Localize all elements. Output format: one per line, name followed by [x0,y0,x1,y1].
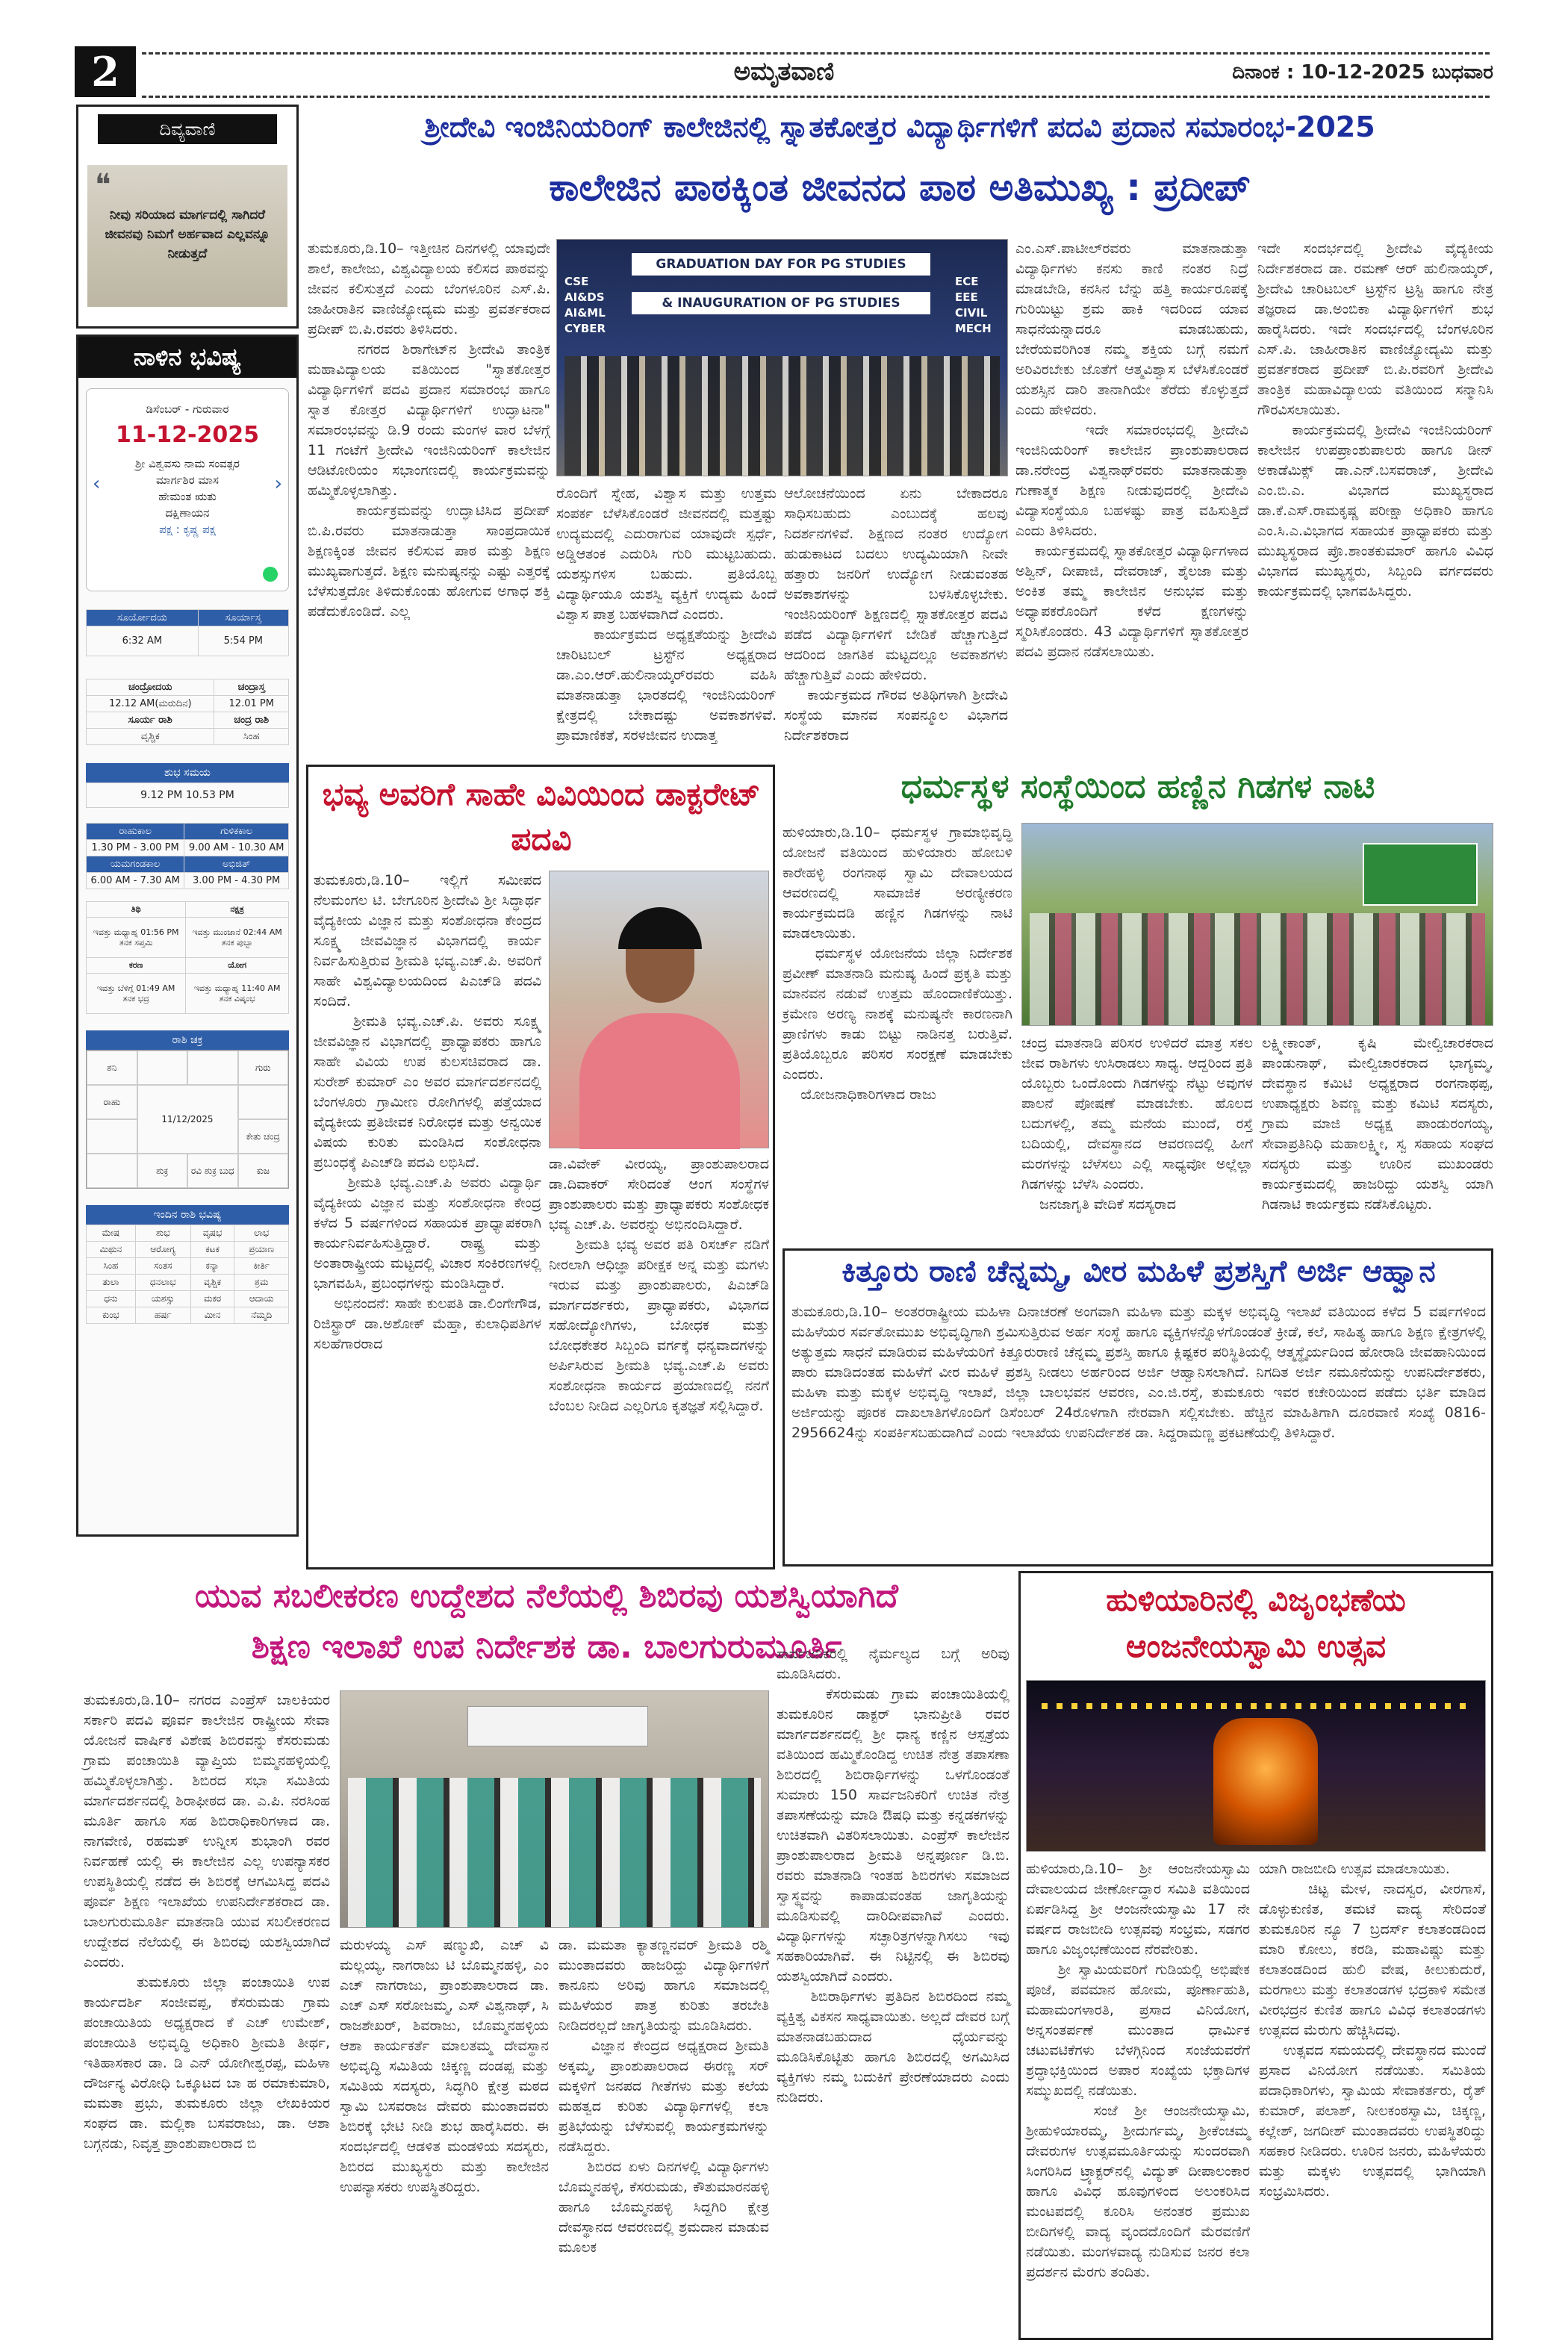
rashi-chart-grid [86,1050,289,1189]
story3-col1: ಹುಳಿಯಾರು,ಡಿ.10– ಧರ್ಮಸ್ಥಳ ಗ್ರಾಮಾಭಿವೃದ್ಧಿ ಯೋಜನೆ ವತಿಯಿಂದ ಹುಳಿಯಾರು ಹೋಬಳಿ ಕಾರೇಹಳ್ಳಿ ರಂಗನಾಥ ಸ್ವಾಮಿ ದೇವಾಲಯದ ಆವರಣದಲ್ಲಿ ಸಾಮಾಜಿಕ ಅರಣ್ಯೀಕರಣ ಕಾರ್ಯಕ್ರಮದಡಿ ಹಣ್ಣಿನ ಗಿಡಗಳನ್ನು ನಾಟಿ ಮಾಡಲಾಯಿತು. ಧರ್ಮಸ್ಥಳ ಯೋಜನೆಯ ಜಿಲ್ಲಾ ನಿರ್ದೇಶಕ ಪ್ರವೀಣ್ ಮಾತನಾಡಿ ಮನುಷ್ಯ ಹಿಂದೆ ಪ್ರಕೃತಿ ಮತ್ತು ಮಾನವನ ನಡುವೆ ಉತ್ತಮ ಹೊಂದಾಣಿಕೆಯಿತ್ತು. ಕ್ರಮೇಣ ಅರಣ್ಯ ನಾಶಕ್ಕೆ ಮನುಷ್ಯನೇ ಕಾರಣನಾಗಿ ಪ್ರಾಣಿಗಳು ಕಾಡು ಬಿಟ್ಟು ನಾಡಿನತ್ತ ಬರುತ್ತಿವೆ. ಪ್ರತಿಯೊಬ್ಬರೂ ಪರಿಸರ ಸಂರಕ್ಷಣೆ ಮಾಡಬೇಕು ಎಂದರು. ಯೋಜನಾಧಿಕಾರಿಗಳಾದ ರಾಜು [783,824,1012,1103]
banner-title: GRADUATION DAY FOR PG STUDIES [632,253,930,276]
story2-caption: ಡಾ.ವಿವೇಕ್ ವೀರಯ್ಯ, ಪ್ರಾಂಶುಪಾಲರಾದ ಡಾ.ದಿವಾಕರ್ ಸೇರಿದಂತೆ ಆಂಗ ಸಂಸ್ಥೆಗಳ ಪ್ರಾಂಶುಪಾಲರು ಮತ್ತು ಪ್ರಾಧ್ಯಾಪಕರು ಸಂಶೋಧಕ ಭವ್ಯ ಎಚ್.ಪಿ. ಅವರನ್ನು ಅಭಿನಂದಿಸಿದ್ದಾರೆ. ಶ್ರೀಮತಿ ಭವ್ಯ ಅವರ ಪತಿ ರಿಸರ್ಚ್ ನಡಿಗೆ ನೀರಲಾಗಿ ಆಧಿಜ್ಞಾ ಪರೀಕ್ಷಕ ಅನ್ನ ಮತ್ತು ಮಗಳು ಇರುವ ಮತ್ತು ಪ್ರಾಂಶುಪಾಲರು, ಪಿಎಚ್‌ಡಿ ಮಾರ್ಗದರ್ಶಕರು, ಪ್ರಾಧ್ಯಾಪಕರು, ವಿಭಾಗದ ಸಹೋದ್ಯೋಗಿಗಳು, ಬೋಧಕ ಮತ್ತು ಬೋಧಕೇತರ ಸಿಬ್ಬಂದಿ ವರ್ಗಕ್ಕೆ ಧನ್ಯವಾದಗಳನ್ನು ಅರ್ಪಿಸಿರುವ ಶ್ರೀಮತಿ ಭವ್ಯ.ಎಚ್.ಪಿ ಅವರು ಸಂಶೋಧನಾ ಕಾರ್ಯದ ಪ್ರಯಾಣದಲ್ಲಿ ನನಗೆ ಬೆಂಬಲ ನೀಡಿದ ಎಲ್ಲರಿಗೂ ಕೃತಜ್ಞತೆ ಸಲ್ಲಿಸಿದ್ದಾರೆ. [549,1156,769,1414]
rahu-label: ರಾಹುಕಾಲ [87,824,184,840]
yama-value: 6.00 AM - 7.30 AM [87,873,184,889]
calendar-ayana: ದಕ್ಷಿಣಾಯನ [165,506,210,520]
chart-cell: ಶನಿ [87,1051,137,1085]
rashi-forecast-table [86,1225,289,1324]
chart-cell: ಶುಕ್ರ [137,1154,188,1188]
calendar-masa: ಮಾರ್ಗಶಿರ ಮಾಸ [156,473,219,487]
nakshatra-value: ಇವತ್ತು ಮುಂಜಾನೆ 02:44 AM ತನಕ ಪುಬ್ಬಾ [186,918,289,958]
story4-headline: ಕಿತ್ತೂರು ರಾಣಿ ಚೆನ್ನಮ್ಮ, ವೀರ ಮಹಿಳೆ ಪ್ರಶಸ್ತಿಗೆ ಅರ್ಜಿ ಆಹ್ವಾನ [841,1254,1436,1289]
story6-col1: ಹುಳಿಯಾರು,ಡಿ.10– ಶ್ರೀ ಆಂಜನೇಯಸ್ವಾಮಿ ದೇವಾಲಯದ ಜೀರ್ಣೋದ್ಧಾರ ಸಮಿತಿ ವತಿಯಿಂದ ಏರ್ಪಡಿಸಿದ್ದ ಶ್ರೀ ಆಂಜನೇಯಸ್ವಾಮಿ 17 ನೇ ವರ್ಷದ ರಾಜಬೀದಿ ಉತ್ಸವವು ಸಂಭ್ರಮ, ಸಡಗರ ಹಾಗೂ ವಿಜೃಂಭಣೆಯಿಂದ ನೆರವೇರಿತು. ಶ್ರೀ ಸ್ವಾಮಿಯವರಿಗೆ ಗುಡಿಯಲ್ಲಿ ಅಭಿಷೇಕ ಪೂಜೆ, ಪವಮಾನ ಹೋಮ, ಪೂರ್ಣಾಹುತಿ, ಮಹಾಮಂಗಳಾರತಿ, ಪ್ರಸಾದ ವಿನಿಯೋಗ, ಅನ್ನಸಂತರ್ಪಣೆ ಮುಂತಾದ ಧಾರ್ಮಿಕ ಚಟುವಟಿಕೆಗಳು ಬೆಳಗ್ಗಿನಿಂದ ಸಂಜೆಯವರೆಗೆ ಶ್ರದ್ಧಾಭಕ್ತಿಯಿಂದ ಅಪಾರ ಸಂಖ್ಯೆಯ ಭಕ್ತಾದಿಗಳ ಸಮ್ಮುಖದಲ್ಲಿ ನಡೆಯಿತು. ಸಂಜೆ ಶ್ರೀ ಆಂಜನೇಯಸ್ವಾಮಿ, ಶ್ರೀಹುಳಿಯಾರಮ್ಮ, ಶ್ರೀದುರ್ಗಮ್ಮ, ಶ್ರೀಕೆಂಚಮ್ಮ ದೇವರುಗಳ ಉತ್ಸವಮೂರ್ತಿಯನ್ನು ಸುಂದರವಾಗಿ ಸಿಂಗರಿಸಿದ ಟ್ರ್ಯಾಕ್ಟರ್‌ನಲ್ಲಿ ವಿದ್ಯುತ್ ದೀಪಾಲಂಕಾರ ಹಾಗೂ ವಿವಿಧ ಹೂವುಗಳಿಂದ ಅಲಂಕರಿಸಿದ ಮಂಟಪದಲ್ಲಿ ಕೂರಿಸಿ ಅನಂತರ ಪ್ರಮುಖ ಬೀದಿಗಳಲ್ಲಿ ವಾದ್ಯ ವೃಂದದೊಂದಿಗೆ ಮೆರವಣಿಗೆ ನಡೆಯಿತು. ಮಂಗಳವಾದ್ಯ ನುಡಿಸುವ ಜನರ ಕಲಾ ಪ್ರದರ್ಶನ ಮೆರಗು ತಂದಿತು. [1026,1861,1250,2280]
portrait-hair [618,907,702,949]
divyavani-quote-card [87,165,287,307]
story6-photo [1026,1680,1486,1852]
chart-cell: ಗುರು [238,1051,289,1085]
story5-col4: ಸಾರ್ವಜನಿಕರಲ್ಲಿ ನೈರ್ಮಲ್ಯದ ಬಗ್ಗೆ ಅರಿವು ಮೂಡಿಸಿದರು. ಕೆಸರುಮಡು ಗ್ರಾಮ ಪಂಚಾಯಿತಿಯಲ್ಲಿ ತುಮಕೂರಿನ ಡಾಕ್ಟರ್ ಭಾನುಪ್ರೀತಿ ರವರ ಮಾರ್ಗದರ್ಶನದಲ್ಲಿ ಶ್ರೀ ಧಾನ್ಯ ಕಣ್ಣಿನ ಆಸ್ಪತ್ರೆಯ ವತಿಯಿಂದ ಹಮ್ಮಿಕೊಂಡಿದ್ದ ಉಚಿತ ನೇತ್ರ ತಪಾಸಣಾ ಶಿಬಿರದಲ್ಲಿ ಶಿಬಿರಾರ್ಥಿಗಳನ್ನು ಒಳಗೊಂಡಂತೆ ಸುಮಾರು 150 ಸಾರ್ವಜನಿಕರಿಗೆ ಉಚಿತ ನೇತ್ರ ತಪಾಸಣೆಯನ್ನು ಮಾಡಿ ಔಷಧಿ ಮತ್ತು ಕನ್ನಡಕಗಳನ್ನು ಉಚಿತವಾಗಿ ವಿತರಿಸಲಾಯಿತು. ಎಂಪ್ರೆಸ್ ಕಾಲೇಜಿನ ಪ್ರಾಂಶುಪಾಲರಾದ ಶ್ರೀಮತಿ ಅನ್ನಪೂರ್ಣ ಡಿ.ಬಿ. ರವರು ಮಾತನಾಡಿ ಇಂತಹ ಶಿಬಿರಗಳು ಸಮಾಜದ ಸ್ವಾಸ್ಥ್ಯವನ್ನು ಕಾಪಾಡುವಂತಹ ಜಾಗೃತಿಯನ್ನು ಮೂಡಿಸುವಲ್ಲಿ ದಾರಿದೀಪವಾಗಿವೆ ಎಂದರು. ವಿದ್ಯಾರ್ಥಿಗಳನ್ನು ಸಚ್ಛಾರಿತ್ರಗಳನ್ನಾಗಿಸಲು ಇವು ಸಹಕಾರಿಯಾಗಿವೆ. ಈ ನಿಟ್ಟಿನಲ್ಲಿ ಈ ಶಿಬಿರವು ಯಶಸ್ವಿಯಾಗಿದೆ ಎಂದರು. ಶಿಬಿರಾರ್ಥಿಗಳು ಪ್ರತಿದಿನ ಶಿಬಿರದಿಂದ ನಮ್ಮ ವ್ಯಕ್ತಿತ್ವ ವಿಕಸನ ಸಾಧ್ಯವಾಯಿತು. ಅಲ್ಲದೆ ದೇವರ ಬಗ್ಗೆ ಮಾತನಾಡಬಹುದಾದ ಧೈರ್ಯವನ್ನು ಮೂಡಿಸಿಕೊಟ್ಟಿತು ಹಾಗೂ ಶಿಬಿರದಲ್ಲಿ ಅಗಮಿಸಿದ ವ್ಯಕ್ತಿಗಳು ನಮ್ಮ ಬದುಕಿಗೆ ಪ್ರೇರಣೆಯಾದರು ಎಂದು ನುಡಿದರು. [777,1646,1009,2106]
moonrise-label: ಚಂದ್ರೋದಯ [87,679,214,696]
horoscope-panel [76,335,299,1537]
rashi-forecast-section [86,1205,289,1324]
sun-table [86,609,289,656]
story5-col3: ಡಾ. ಮಮತಾ ಕ್ಯಾತಣ್ಣನವರ್ ಶ್ರೀಮತಿ ರಶ್ಮಿ ಮುಂತಾದವರು ಹಾಜರಿದ್ದು ವಿದ್ಯಾರ್ಥಿಗಳಿಗೆ ಕಾನೂನು ಅರಿವು ಹಾಗೂ ಸಮಾಜದಲ್ಲಿ ಮಹಿಳೆಯರ ಪಾತ್ರ ಕುರಿತು ತರಬೇತಿ ನೀಡಿದರಲ್ಲದೆ ಜಾಗೃತಿಯನ್ನು ಮೂಡಿಸಿದರು. ವಿಜ್ಞಾನ ಕೇಂದ್ರದ ಅಧ್ಯಕ್ಷರಾದ ಶ್ರೀಮತಿ ಅಕ್ಕಮ್ಮ, ಪ್ರಾಂಶುಪಾಲರಾದ ಈರಣ್ಣ ಸರ್ ಮಕ್ಕಳಿಗೆ ಜನಪದ ಗೀತೆಗಳು ಮತ್ತು ಕಲೆಯ ಮಹತ್ವದ ಕುರಿತು ವಿದ್ಯಾರ್ಥಿಗಳಲ್ಲಿ ಕಲಾ ಪ್ರತಿಭೆಯನ್ನು ಬೆಳೆಸುವಲ್ಲಿ ಕಾರ್ಯಕ್ರಮಗಳನ್ನು ನಡೆಸಿದ್ದರು. ಶಿಬಿರದ ಏಳು ದಿನಗಳಲ್ಲಿ ವಿದ್ಯಾರ್ಥಿಗಳು ಬೊಮ್ಮನಹಳ್ಳಿ, ಕೆಸರುಮಡು, ಕೌತುಮಾರನಹಳ್ಳಿ ಹಾಗೂ ಬೊಮ್ಮನಹಳ್ಳಿ ಸಿದ್ದಗಿರಿ ಕ್ಷೇತ್ರ ದೇವಸ್ಥಾನದ ಆವರಣದಲ್ಲಿ ಶ್ರಮದಾನ ಮಾಡುವ ಮೂಲಕ [559,1937,769,2256]
shubha-value: 9.12 PM 10.53 PM [86,783,289,808]
rashi-chart-section [86,1030,289,1189]
calendar-month-day: ಡಿಸೆಂಬರ್ - ಗುರುವಾರ [146,402,229,416]
rashi-row: ತುಲಾ ಧನಲಾಭ ವೃಶ್ಚಿಕ ಶ್ರಮ [87,1275,289,1291]
panchanga-table [86,901,289,1014]
yoga-label: ಯೋಗ [186,958,289,974]
story1-col3: ಆಲೋಚನೆಯಿಂದ ಏನು ಬೇಕಾದರೂ ಸಾಧಿಸಬಹುದು ಎಂಬುದಕ್ಕೆ ಹಲವು ನಿದರ್ಶನಗಳಿವೆ. ಶಿಕ್ಷಣದ ನಂತರ ಉದ್ಯೋಗ ಹುಡುಕಾಟದ ಬದಲು ಉದ್ಯಮಿಯಾಗಿ ನೀವೇ ಹತ್ತಾರು ಜನರಿಗೆ ಉದ್ಯೋಗ ನೀಡುವಂತಹ ಅವಕಾಶಗಳನ್ನು ಬಳಸಿಕೊಳ್ಳಬೇಕು. ಇಂಜಿನಿಯರಿಂಗ್ ಶಿಕ್ಷಣದಲ್ಲಿ ಸ್ನಾತಕೋತ್ತರ ಪದವಿ ಪಡೆದ ವಿದ್ಯಾರ್ಥಿಗಳಿಗೆ ಬೇಡಿಕೆ ಹೆಚ್ಚಾಗುತ್ತಿದೆ ಆದರಿಂದ ಜಾಗತಿಕ ಮಟ್ಟದಲ್ಲೂ ಅವಕಾಶಗಳು ಹೆಚ್ಚಾಗುತ್ತಿವೆ ಎಂದು ಹೇಳಿದರು. ಕಾರ್ಯಕ್ರಮದ ಗೌರವ ಅತಿಥಿಗಳಾಗಿ ಶ್ರೀದೇವಿ ಸಂಸ್ಥೆಯ ಮಾನವ ಸಂಪನ್ಮೂಲ ವಿಭಾಗದ ನಿರ್ದೇಶಕರಾದ [784,485,1008,744]
chart-cell: ರವಿ ಶುಕ್ರ ಬುಧ [187,1154,238,1188]
gulika-value: 9.00 AM - 10.30 AM [184,840,289,856]
rashi-row: ಧನು ಯಶಸ್ಸು ಮಕರ ಆದಾಯ [87,1291,289,1307]
divyavani-title: ದಿವ್ಯವಾಣಿ [98,114,277,144]
sunrise-label: ಸೂರ್ಯೋದಯ [87,610,199,626]
chart-cell [187,1051,238,1085]
calendar-card [86,388,289,591]
gulika-label: ಗುಳಿಕಕಾಲ [184,824,289,840]
story1-photo [556,239,1008,476]
header-bottom-rule [142,96,1490,98]
moonset-label: ಚಂದ್ರಾಸ್ತ [214,679,289,696]
divyavani-box [76,105,299,329]
panchanga-section [86,901,289,1014]
page-number-box [75,46,136,97]
tithi-label: ತಿಥಿ [87,902,186,918]
story5-headline-line2: ಶಿಕ್ಷಣ ಇಲಾಖೆ ಉಪ ನಿರ್ದೇಶಕ ಡಾ. ಬಾಲಗುರುಮೂರ್ತಿ [251,1628,842,1666]
rahu-value: 1.30 PM - 3.00 PM [87,840,184,856]
moonrise-value: 12.12 AM(ಮರುದಿನ) [87,696,214,712]
story5-headline-line1: ಯುವ ಸಬಲೀಕರಣ ಉದ್ದೇಶದ ನೆಲೆಯಲ್ಲಿ ಶಿಬಿರವು ಯಶಸ್ವಿಯಾಗಿದೆ [195,1577,898,1615]
quote-icon: ❝ [95,168,111,202]
portrait-body [579,1013,740,1149]
story2-headline: ಭವ್ಯ ಅವರಿಗೆ ಸಾಹೇ ವಿವಿಯಿಂದ ಡಾಕ್ಟರೇಟ್ ಪದವಿ [322,776,761,857]
sun-sign-label: ಸೂರ್ಯ ರಾಶಿ [87,712,214,729]
divyavani-quote: ನೀವು ಸರಿಯಾದ ಮಾರ್ಗದಲ್ಲಿ ಸಾಗಿದರೆ ಜೀವನವು ನಿಮಗೆ ಅರ್ಹವಾದ ಎಲ್ಲವನ್ನೂ ನೀಡುತ್ತದೆ [105,208,270,261]
story5-col2: ಮರುಳಯ್ಯ ಎಸ್ ಷಣ್ಮುಖಿ, ಎಚ್ ವಿ ಮಲ್ಲಯ್ಯ, ನಾಗರಾಜು ಟಿ ಬೊಮ್ಮನಹಳ್ಳಿ, ಎಂ ಎಚ್ ನಾಗರಾಜು, ಪ್ರಾಂಶುಪಾಲರಾದ ಡಾ. ಎಚ್ ಎಸ್ ಸರೋಜಮ್ಮ, ಎಸ್ ವಿಶ್ವನಾಥ್, ಸಿ ರಾಜಶೇಖರ್, ಶಿವರಾಜು, ಬೊಮ್ಮನಹಳ್ಳಿಯ ಆಶಾ ಕಾರ್ಯಕರ್ತೆ ಮಾಲತಮ್ಮ ದೇವಸ್ಥಾನ ಅಭಿವೃದ್ಧಿ ಸಮಿತಿಯ ಚಿಕ್ಕಣ್ಣ ದಂಡಪ್ಪ ಮತ್ತು ಸಮಿತಿಯ ಸದಸ್ಯರು, ಸಿದ್ಧಗಿರಿ ಕ್ಷೇತ್ರ ಮಠದ ಸ್ವಾಮಿ ಬಸವರಾಜ ದೇವರು ಮುಂತಾದವರು ಶಿಬಿರಕ್ಕೆ ಭೇಟಿ ನೀಡಿ ಶುಭ ಹಾರೈಸಿದರು. ಈ ಸಂದರ್ಭದಲ್ಲಿ ಆಡಳಿತ ಮಂಡಳಿಯ ಸದಸ್ಯರು, ಶಿಬಿರದ ಮುಖ್ಯಸ್ಥರು ಮತ್ತು ಕಾಲೇಜಿನ ಉಪನ್ಯಾಸಕರು ಉಪಸ್ಥಿತರಿದ್ದರು. [340,1937,554,2195]
story3-photo [1021,823,1493,1026]
banner-right-text: ECE EEE CIVIL MECH [955,275,992,335]
story3-col3: ಲಕ್ಷ್ಮೀಕಾಂತ್, ಕೃಷಿ ಮೇಲ್ವಿಚಾರಕರಾದ ಪಾಂಡುನಾಥ್, ಮೇಲ್ವಿಚಾರಕರಾದ ಭಾಗ್ಯಮ್ಮ, ದೇವಸ್ಥಾನ ಕಮಿಟಿ ಅಧ್ಯಕ್ಷರಾದ ರಂಗನಾಥಪ್ಪ, ಉಪಾಧ್ಯಕ್ಷರು ಶಿವಣ್ಣ ಮತ್ತು ಕಮಿಟಿ ಸದಸ್ಯರು, ಗ್ರಾಮ ಮಾಜಿ ಅಧ್ಯಕ್ಷ ಪಾಂಡುರಂಗಯ್ಯ, ಸೇವಾಪ್ರತಿನಿಧಿ ಮಹಾಲಕ್ಷ್ಮೀ, ಸ್ವ ಸಹಾಯ ಸಂಘದ ಸದಸ್ಯರು ಮತ್ತು ಊರಿನ ಮುಖಂಡರು ಕಾರ್ಯಕ್ರಮದಲ್ಲಿ ಹಾಜರಿದ್ದು ಯಶಸ್ವಿ ಯಾಗಿ ಗಿಡನಾಟಿ ಕಾರ್ಯಕ್ರಮ ನಡೆಸಿಕೊಟ್ಟರು. [1262,1035,1499,1213]
moon-sign-value: ಸಿಂಹ [214,729,289,745]
page-number: 2 [91,48,119,96]
tithi-value: ಇವತ್ತು ಮಧ್ಯಾಹ್ನ 01:56 PM ತನಕ ಸಪ್ತಮಿ [87,918,186,958]
shubha-section [86,763,289,808]
sunrise-value: 6:32 AM [87,626,199,656]
story6-col2: ಯಾಗಿ ರಾಜಬೀದಿ ಉತ್ಸವ ಮಾಡಲಾಯಿತು. ಚಿಟ್ಟ ಮೇಳ, ನಾದಸ್ವರ, ವೀರಗಾಸೆ, ಡೊಳ್ಳುಕುಣಿತ, ತಮಟೆ ವಾದ್ಯ ಸೇರಿದಂತೆ ತುಮಕೂರಿನ ನ್ಯೂ 7 ಬ್ರದರ್ಸ್ ಕಲಾತಂಡದಿಂದ ಮಾರಿ ಕೋಲು, ಕರಡಿ, ಮಹಾವಿಷ್ಣು ಮತ್ತು ಕಲಾತಂಡದಿಂದ ಹುಲಿ ವೇಷ, ಕೀಲುಕುದುರೆ, ಮರಗಾಲು ಮತ್ತು ಕಲಾತಂಡಗಳ ಭದ್ರಕಾಳಿ ಸಮೇತ ವೀರಭದ್ರನ ಕುಣಿತ ಹಾಗೂ ವಿವಿಧ ಕಲಾತಂಡಗಳು ಉತ್ಸವದ ಮೆರುಗು ಹೆಚ್ಚಿಸಿದವು. ಉತ್ಸವದ ಸಮಯದಲ್ಲಿ ದೇವಸ್ಥಾನದ ಮುಂದೆ ಪ್ರಸಾದ ವಿನಿಯೋಗ ನಡೆಯಿತು. ಸಮಿತಿಯ ಪದಾಧಿಕಾರಿಗಳು, ಸ್ವಾಮಿಯ ಸೇವಾಕರ್ತರು, ರೈತ್ ಕುಮಾರ್, ಪಲಾಶ್, ನೀಲಕಂಠಸ್ವಾಮಿ, ಚಿಕ್ಕಣ್ಣ, ಕಲ್ಲೇಶ್, ಜಗದೀಶ್ ಮುಂತಾದವರು ಉಪಸ್ಥಿತರಿದ್ದು ಸಹಕಾರ ನೀಡಿದರು. ಊರಿನ ಜನರು, ಮಹಿಳೆಯರು ಮತ್ತು ಮಕ್ಕಳು ಉತ್ಸವದಲ್ಲಿ ಭಾಗಿಯಾಗಿ ಸಂಭ್ರಮಿಸಿದರು. [1259,1861,1486,2200]
chart-cell: ಕೇತು ಚಂದ್ರ [238,1119,289,1154]
karana-value: ಇವತ್ತು ಬೆಳಿಗ್ಗೆ 01:49 AM ತನಕ ಭದ್ರ [87,974,186,1014]
story1-col4: ಎಂ.ಎಸ್.ಪಾಟೀಲ್‌ರವರು ಮಾತನಾಡುತ್ತಾ ವಿದ್ಯಾರ್ಥಿಗಳು ಕನಸು ಕಾಣಿ ನಂತರ ನಿದ್ರೆ ಮಾಡಬೇಡಿ, ಕನಸಿನ ಬೆನ್ನು ಹತ್ತಿ ಕಾರ್ಯರೂಪಕ್ಕೆ ಗುರಿಯಿಟ್ಟು ಶ್ರಮ ಹಾಕಿ ಇದರಿಂದ ಯಾವ ಸಾಧನೆಯನ್ನಾದರೂ ಮಾಡಬಹುದು, ಬೇರೆಯವರಿಗಿಂತ ನಮ್ಮ ಶಕ್ತಿಯ ಬಗ್ಗೆ ನಮಗೆ ಅರಿವಿರಬೇಕು ಜೊತೆಗೆ ಆತ್ಮವಿಶ್ವಾಸ ಬೆಳೆಸಿಕೊಂಡರೆ ಯಶಸ್ಸಿನ ದಾರಿ ತಾನಾಗಿಯೇ ತೆರೆದು ಕೊಳ್ಳುತ್ತದೆ ಎಂದು ಹೇಳಿದರು. ಇದೇ ಸಮಾರಂಭದಲ್ಲಿ ಶ್ರೀದೇವಿ ಇಂಜಿನಿಯರಿಂಗ್ ಕಾಲೇಜಿನ ಪ್ರಾಂಶುಪಾಲರಾದ ಡಾ.ನರೇಂದ್ರ ವಿಶ್ವನಾಥ್‌ರವರು ಮಾತನಾಡುತ್ತಾ ಗುಣಾತ್ಮಕ ಶಿಕ್ಷಣ ನೀಡುವುದರಲ್ಲಿ ಶ್ರೀದೇವಿ ವಿದ್ಯಾಸಂಸ್ಥೆಯೂ ಬಹಳಷ್ಟು ಪಾತ್ರ ವಹಿಸುತ್ತಿದೆ ಎಂದು ತಿಳಿಸಿದರು. ಕಾರ್ಯಕ್ರಮದಲ್ಲಿ ಸ್ನಾತಕೋತ್ತರ ವಿದ್ಯಾರ್ಥಿಗಳಾದ ಅಶ್ವಿನ್, ದೀಪಾಜಿ, ದೇವರಾಜ್, ಶೈಲಜಾ ಮತ್ತು ಅಂಕಿತ ತಮ್ಮ ಕಾಲೇಜಿನ ಅನುಭವ ಮತ್ತು ಅಧ್ಯಾಪಕರೊಂದಿಗೆ ಕಳೆದ ಕ್ಷಣಗಳನ್ನು ಸ್ಮರಿಸಿಕೊಂಡರು. 43 ವಿದ್ಯಾರ್ಥಿಗಳಿಗೆ ಸ್ನಾತಕೋತ್ತರ ಪದವಿ ಪ್ರದಾನ ನಡೆಸಲಾಯಿತು. [1015,240,1248,660]
horoscope-title: ನಾಳಿನ ಭವಿಷ್ಯ [78,337,296,378]
rashi-row: ಸಿಂಹ ಸಂತಸ ಕನ್ಯಾ ಕೀರ್ತಿ [87,1258,289,1275]
yoga-value: ಇವತ್ತು ಮಧ್ಯಾಹ್ನ 11:40 AM ತನಕ ವಿಷ್ಕಂಭ [186,974,289,1014]
story5-col1: ತುಮಕೂರು,ಡಿ.10– ನಗರದ ಎಂಪ್ರೆಸ್ ಬಾಲಕಿಯರ ಸರ್ಕಾರಿ ಪದವಿ ಪೂರ್ವ ಕಾಲೇಜಿನ ರಾಷ್ಟ್ರೀಯ ಸೇವಾ ಯೋಜನೆ ವಾರ್ಷಿಕ ವಿಶೇಷ ಶಿಬಿರವನ್ನು ಕೆಸರುಮಡು ಗ್ರಾಮ ಪಂಚಾಯಿತಿ ವ್ಯಾಪ್ತಿಯ ಬಿಮ್ಮನಹಳ್ಳಿಯಲ್ಲಿ ಹಮ್ಮಿಕೊಳ್ಳಲಾಗಿತ್ತು. ಶಿಬಿರದ ಸಭಾ ಸಮಿತಿಯ ಮಾರ್ಗದರ್ಶನದಲ್ಲಿ ಶಿರಾಫೀಠದ ಡಾ. ಎ.ಪಿ. ನರಸಿಂಹ ಮೂರ್ತಿ ಹಾಗೂ ಸಹ ಶಿಬಿರಾಧಿಕಾರಿಗಳಾದ ಡಾ. ನಾಗವೇಣಿ, ರಹಮತ್ ಉನ್ನೀಸ ಶುಭಾಂಗಿ ರವರ ನಿರ್ವಹಣೆ ಯಲ್ಲಿ ಈ ಕಾಲೇಜಿನ ಎಲ್ಲ ಉಪನ್ಯಾಸಕರ ಉಪಸ್ಥಿತಿಯಲ್ಲಿ ನಡೆದ ಈ ಶಿಬಿರಕ್ಕೆ ಆಗಮಿಸಿದ್ದ ಪದವಿ ಪೂರ್ವ ಶಿಕ್ಷಣ ಇಲಾಖೆಯ ಉಪನಿರ್ದೇಶಕರಾದ ಡಾ. ಬಾಲಗುರುಮೂರ್ತಿ ಮಾತನಾಡಿ ಯುವ ಸಬಲೀಕರಣದ ಉದ್ದೇಶದ ನೆಲೆಯಲ್ಲಿ ಈ ಶಿಬಿರವು ಯಶಸ್ವಿಯಾಗಿದೆ ಎಂದರು. ತುಮಕೂರು ಜಿಲ್ಲಾ ಪಂಚಾಯಿತಿ ಉಪ ಕಾರ್ಯದರ್ಶಿ ಸಂಜೀವಪ್ಪ, ಕೆಸರುಮಡು ಗ್ರಾಮ ಪಂಚಾಯಿತಿಯ ಅಧ್ಯಕ್ಷರಾದ ಕೆ ಎಚ್ ಉಮೇಶ್, ಪಂಚಾಯಿತಿ ಅಭಿವೃದ್ಧಿ ಅಧಿಕಾರಿ ಶ್ರೀಮತಿ ತೀರ್ಥ, ಇತಿಹಾಸಕಾರ ಡಾ. ಡಿ ಎನ್ ಯೋಗೀಶ್ವರಪ್ಪ, ಮಹಿಳಾ ದೌರ್ಜನ್ಯ ವಿರೋಧಿ ಒಕ್ಕೂಟದ ಬಾ ಹ ರಮಾಕುಮಾರಿ, ಮಮತಾ ಪ್ರಭು, ತುಮಕೂರು ಜಿಲ್ಲಾ ಲೇಖಕಿಯರ ಸಂಘದ ಡಾ. ಮಲ್ಲಿಕಾ ಬಸವರಾಜು, ಡಾ. ಆಶಾ ಬಗ್ಗನಡು, ನಿವೃತ್ತ ಪ್ರಾಂಶುಪಾಲರಾದ ಬಿ [84,1692,330,2152]
rashi-chart-title: ರಾಶಿ ಚಕ್ರ [86,1030,289,1050]
story6-headline-line2: ಆಂಜನೇಯಸ್ವಾಮಿ ಉತ್ಸವ [1125,1628,1387,1664]
header-top-rule [142,52,1490,55]
chart-cell [87,1154,137,1188]
moon-table [86,679,289,745]
chart-cell [238,1085,289,1119]
story6-headline-line1: ಹುಳಿಯಾರಿನಲ್ಲಿ ವಿಜೃಂಭಣೆಯ [1106,1581,1406,1618]
group-people [1030,913,1485,1025]
chart-cell [87,1119,137,1154]
whatsapp-icon[interactable] [263,567,278,582]
kala-section [86,823,289,889]
chart-cell: ಕುಜ [238,1154,289,1188]
moon-section [86,679,289,745]
group-students [348,1778,761,1927]
rashi-row: ಮಿಥುನ ಆರೋಗ್ಯ ಕಟಕ ಪ್ರಯಾಣ [87,1242,289,1258]
shubha-label: ಶುಭ ಸಮಯ [86,763,289,783]
banner-subtitle: & INAUGURATION OF PG STUDIES [632,292,930,314]
story1-headline: ಕಾಲೇಜಿನ ಪಾಠಕ್ಕಿಂತ ಜೀವನದ ಪಾಠ ಅತಿಮುಖ್ಯ : ಪ್ರದೀಪ್ [549,166,1251,209]
story2-col1: ತುಮಕೂರು,ಡಿ.10– ಇಲ್ಲಿಗೆ ಸಮೀಪದ ನೆಲಮಂಗಲ ಟಿ. ಬೇಗೂರಿನ ಶ್ರೀದೇವಿ ಶ್ರೀ ಸಿದ್ಧಾರ್ಥ ವೈದ್ಯಕೀಯ ವಿಜ್ಞಾನ ಮತ್ತು ಸಂಶೋಧನಾ ಕೇಂದ್ರದ ಸೂಕ್ಷ್ಮ ಜೀವವಿಜ್ಞಾನ ವಿಭಾಗದಲ್ಲಿ ಕಾರ್ಯ ನಿರ್ವಹಿಸುತ್ತಿರುವ ಶ್ರೀಮತಿ ಭವ್ಯ.ಎಚ್.ಪಿ. ಅವರಿಗೆ ಸಾಹೇ ವಿಶ್ವವಿದ್ಯಾಲಯದಿಂದ ಪಿಎಚ್‌ಡಿ ಪದವಿ ಸಂದಿದೆ. ಶ್ರೀಮತಿ ಭವ್ಯ.ಎಚ್.ಪಿ. ಅವರು ಸೂಕ್ಷ್ಮ ಜೀವವಿಜ್ಞಾನ ವಿಭಾಗದಲ್ಲಿ ಪ್ರಾಧ್ಯಾಪಕರು ಹಾಗೂ ಸಾಹೇ ವಿವಿಯ ಉಪ ಕುಲಸಚಿವರಾದ ಡಾ. ಸುರೇಶ್ ಕುಮಾರ್ ಎಂ ಅವರ ಮಾರ್ಗದರ್ಶನದಲ್ಲಿ ಬೆಂಗಳೂರು ಗ್ರಾಮೀಣ ರೋಗಿಗಳಲ್ಲಿ ಪತ್ತೆಯಾದ ವೈದ್ಯಕೀಯ ಪ್ರತಿಜೀವಕ ನಿರೋಧಕ ಮತ್ತು ಅನ್ವಯಿಕ ವಿಷಯ ಕುರಿತು ಮಂಡಿಸಿದ ಸಂಶೋಧನಾ ಪ್ರಬಂಧಕ್ಕೆ ಪಿಎಚ್‌ಡಿ ಪದವಿ ಲಭಿಸಿದೆ. ಶ್ರೀಮತಿ ಭವ್ಯ.ಎಚ್.ಪಿ ಅವರು ವಿದ್ಯಾರ್ಥಿ ವೈದ್ಯಕೀಯ ವಿಜ್ಞಾನ ಮತ್ತು ಸಂಶೋಧನಾ ಕೇಂದ್ರ ಕಳೆದ 5 ವರ್ಷಗಳಿಂದ ಸಹಾಯಕ ಪ್ರಾಧ್ಯಾಪಕರಾಗಿ ಕಾರ್ಯನಿರ್ವಹಿಸುತ್ತಿದ್ದಾರೆ. ರಾಷ್ಟ್ರ ಮತ್ತು ಅಂತಾರಾಷ್ಟ್ರೀಯ ಮಟ್ಟದಲ್ಲಿ ವಿಚಾರ ಸಂಕಿರಣಗಳಲ್ಲಿ ಭಾಗವಹಿಸಿ, ಪ್ರಬಂಧಗಳನ್ನು ಮಂಡಿಸಿದ್ದಾರೆ. ಅಭಿನಂದನೆ: ಸಾಹೇ ಕುಲಪತಿ ಡಾ.ಲಿಂಗೇಗೌಡ, ರಿಜಿಸ್ಟ್ರಾರ್ ಡಾ.ಅಶೋಕ್ ಮೆಹ್ತಾ, ಕುಲಾಧಿಪತಿಗಳ ಸಲಹೆಗಾರರಾದ [314,872,541,1352]
deity-float [1213,1718,1318,1845]
banner-green [1363,843,1478,906]
karana-label: ಕರಣ [87,958,186,974]
calendar-paksha: ಪಕ್ಷ : ಕೃಷ್ಣ ಪಕ್ಷ [159,523,216,536]
calendar-ritu: ಹೇಮಂತ ಋತು [158,490,217,503]
sun-sign-value: ವೃಶ್ಚಿಕ [87,729,214,745]
story1-kicker: ಶ್ರೀದೇವಿ ಇಂಜಿನಿಯರಿಂಗ್ ಕಾಲೇಜಿನಲ್ಲಿ ಸ್ನಾತಕೋತ್ತರ ವಿದ್ಯಾರ್ಥಿಗಳಿಗೆ ಪದವಿ ಪ್ರದಾನ ಸಮಾರಂಭ-2025 [424,111,1375,143]
calendar-date: 11-12-2025 [116,422,259,448]
chart-center-date: 11/12/2025 [137,1085,238,1154]
chevron-right-icon[interactable]: › [274,473,282,495]
rashi-row: ಕುಂಭ ಹರ್ಷ ಮೀನ ನೆಮ್ಮದಿ [87,1307,289,1324]
sunset-label: ಸೂರ್ಯಾಸ್ತ [198,610,288,626]
chart-cell: ರಾಹು [87,1085,137,1119]
story1-col5: ಇದೇ ಸಂದರ್ಭದಲ್ಲಿ ಶ್ರೀದೇವಿ ವೈದ್ಯಕೀಯ ನಿರ್ದೇಶಕರಾದ ಡಾ. ರಮಣ್ ಆರ್ ಹುಲಿನಾಯ್ಕರ್, ಶ್ರೀದೇವಿ ಚಾರಿಟಬಲ್ ಟ್ರಸ್ಟ್‌ನ ಟ್ರಸ್ಟಿ ಹಾಗೂ ನೇತ್ರ ತಜ್ಞರಾದ ಡಾ.ಅಂಬಿಕಾ ವಿದ್ಯಾರ್ಥಿಗಳಿಗೆ ಶುಭ ಹಾರೈಸಿದರು. ಇದೇ ಸಂದರ್ಭದಲ್ಲಿ ಬೆಂಗಳೂರಿನ ಎಸ್.ಪಿ. ಜಾಹೀರಾತಿನ ವಾಣಿಜ್ಯೋದ್ಯಮಿ ಮತ್ತು ಪ್ರವರ್ತಕರಾದ ಪ್ರದೀಪ್ ಬಿ.ಪಿ.ರವರಿಗೆ ಶ್ರೀದೇವಿ ತಾಂತ್ರಿಕ ಮಹಾವಿದ್ಯಾಲಯ ವತಿಯಿಂದ ಸನ್ಮಾನಿಸಿ ಗೌರವಿಸಲಾಯಿತು. ಕಾರ್ಯಕ್ರಮದಲ್ಲಿ ಶ್ರೀದೇವಿ ಇಂಜಿನಿಯರಿಂಗ್ ಕಾಲೇಜಿನ ಉಪಪ್ರಾಂಶುಪಾಲರು ಹಾಗೂ ಡೀನ್ ಅಕಾಡೆಮಿಕ್ಸ್ ಡಾ.ಎನ್.ಬಸವರಾಜ್, ಶ್ರೀದೇವಿ ಎಂ.ಬಿ.ಎ. ವಿಭಾಗದ ಮುಖ್ಯಸ್ಥರಾದ ಡಾ.ಕೆ.ಎಸ್.ರಾಮಕೃಷ್ಣ ಪರೀಕ್ಷಾ ಅಧಿಕಾರಿ ಹಾಗೂ ಎಂ.ಸಿ.ಎ.ವಿಭಾಗದ ಸಹಾಯಕ ಪ್ರಾಧ್ಯಾಪಕರು ಮತ್ತು ಮುಖ್ಯಸ್ಥರಾದ ಪ್ರೊ.ಶಾಂತಕುಮಾರ್ ಹಾಗೂ ವಿವಿಧ ವಿಭಾಗದ ಮುಖ್ಯಸ್ಥರು, ಸಿಬ್ಬಂದಿ ವರ್ಗದವರು ಕಾರ್ಯಕ್ರಮದಲ್ಲಿ ಭಾಗವಹಿಸಿದ್ದರು. [1257,240,1493,600]
abhijit-value: 3.00 PM - 4.30 PM [184,873,289,889]
banner-white [467,1706,648,1746]
date-line: ದಿನಾಂಕ : 10-12-2025 ಬುಧವಾರ [1232,61,1493,84]
abhijit-label: ಅಭಿಜಿತ್ [184,856,289,873]
masthead: ಅಮೃತವಾಣಿ [733,57,835,87]
group-people [564,356,1000,476]
sun-section [86,609,289,656]
nakshatra-label: ನಕ್ಷತ್ರ [186,902,289,918]
moonset-value: 12.01 PM [214,696,289,712]
festival-lights [1042,1703,1470,1709]
moon-sign-label: ಚಂದ್ರ ರಾಶಿ [214,712,289,729]
story2-portrait [549,871,769,1148]
calendar-samvatsara: ಶ್ರೀ ವಿಶ್ವವಸು ನಾಮ ಸಂವತ್ಸರ [135,457,240,470]
story5-photo [340,1690,769,1928]
rashi-row: ಮೇಷ ಶುಭ ವೃಷಭ ಲಾಭ [87,1225,289,1242]
chevron-left-icon[interactable]: ‹ [93,473,101,495]
banner-left-text: CSE AI&DS AI&ML CYBER [564,275,606,335]
sunset-value: 5:54 PM [198,626,288,656]
story1-col1: ತುಮಕೂರು,ಡಿ.10– ಇತ್ತೀಚಿನ ದಿನಗಳಲ್ಲಿ ಯಾವುದೇ ಶಾಲೆ, ಕಾಲೇಜು, ವಿಶ್ವವಿದ್ಯಾಲಯ ಕಲಿಸದ ಪಾಠವನ್ನು ಜೀವನ ಕಲಿಸುತ್ತದೆ ಎಂದು ಬೆಂಗಳೂರಿನ ಎಸ್.ಪಿ. ಜಾಹೀರಾತಿನ ವಾಣಿಜ್ಯೋದ್ಯಮ ಮತ್ತು ಪ್ರವರ್ತಕರಾದ ಪ್ರದೀಪ್ ಬಿ.ಪಿ.ರವರು ತಿಳಿಸಿದರು. ನಗರದ ಶಿರಾಗೇಟ್‌ನ ಶ್ರೀದೇವಿ ತಾಂತ್ರಿಕ ಮಹಾವಿದ್ಯಾಲಯ ವತಿಯಿಂದ "ಸ್ನಾತಕೋತ್ತರ ವಿದ್ಯಾರ್ಥಿಗಳಿಗೆ ಪದವಿ ಪ್ರದಾನ ಸಮಾರಂಭ ಹಾಗೂ ಸ್ನಾತ ಕೋತ್ತರ ವಿದ್ಯಾರ್ಥಿಗಳಿಗೆ ಉದ್ಘಾಟನಾ" ಸಮಾರಂಭವನ್ನು ಡಿ.9 ರಂದು ಮಂಗಳ ವಾರ ಬೆಳಗ್ಗೆ 11 ಗಂಟೆಗೆ ಶ್ರೀದೇವಿ ಇಂಜಿನಿಯರಿಂಗ್ ಕಾಲೇಜಿನ ಆಡಿಟೋರಿಯಂ ಸಭಾಂಗಣದಲ್ಲಿ ಕಾರ್ಯಕ್ರಮವನ್ನು ಹಮ್ಮಿಕೊಳ್ಳಲಾಗಿತ್ತು. ಕಾರ್ಯಕ್ರಮವನ್ನು ಉದ್ಘಾಟಿಸಿದ ಪ್ರದೀಪ್ ಬಿ.ಪಿ.ರವರು ಮಾತನಾಡುತ್ತಾ ಸಾಂಪ್ರದಾಯಿಕ ಶಿಕ್ಷಣಕ್ಕಿಂತ ಜೀವನ ಕಲಿಸುವ ಪಾಠ ಮತ್ತು ಶಿಕ್ಷಣ ಮುಖ್ಯವಾಗುತ್ತದೆ. ಶಿಕ್ಷಣ ಮನುಷ್ಯನನ್ನು ಎಷ್ಟು ಎತ್ತರಕ್ಕೆ ಬೆಳೆಸುತ್ತದೋ ತಿಳಿದುಕೊಂಡು ಹೋಗುವ ಅಗಾಧ ಶಕ್ತಿ ಪಡೆದುಕೊಂಡಿದೆ. ಎಲ್ಲ [308,240,550,620]
rashi-forecast-title: ಇಂದಿನ ರಾಶಿ ಭವಿಷ್ಯ [86,1205,289,1225]
story3-col2: ಚಂದ್ರ ಮಾತನಾಡಿ ಪರಿಸರ ಉಳಿದರೆ ಮಾತ್ರ ಸಕಲ ಜೀವ ರಾಶಿಗಳು ಉಸಿರಾಡಲು ಸಾಧ್ಯ. ಆದ್ದರಿಂದ ಪ್ರತಿ ಯೊಬ್ಬರು ಒಂದೊಂದು ಗಿಡಗಳನ್ನು ನೆಟ್ಟು ಅವುಗಳ ಪಾಲನೆ ಪೋಷಣೆ ಮಾಡಬೇಕು. ಹೊಲದ ಬದುಗಳಲ್ಲಿ, ತಮ್ಮ ಮನೆಯ ಮುಂದೆ, ರಸ್ತೆ ಬದಿಯಲ್ಲಿ, ದೇವಸ್ಥಾನದ ಆವರಣದಲ್ಲಿ ಹೀಗೆ ಮರಗಳನ್ನು ಬೆಳೆಸಲು ಎಲ್ಲಿ ಸಾಧ್ಯವೋ ಅಲ್ಲೆಲ್ಲಾ ಗಿಡಗಳನ್ನು ಬೆಳೆಸಿ ಎಂದರು. ಜನಜಾಗೃತಿ ವೇದಿಕೆ ಸದಸ್ಯರಾದ [1021,1035,1253,1213]
story4-body: ತುಮಕೂರು,ಡಿ.10– ಅಂತರರಾಷ್ಟ್ರೀಯ ಮಹಿಳಾ ದಿನಾಚರಣೆ ಅಂಗವಾಗಿ ಮಹಿಳಾ ಮತ್ತು ಮಕ್ಕಳ ಅಭಿವೃದ್ಧಿ ಇಲಾಖೆ ವತಿಯಿಂದ ಕಳೆದ 5 ವರ್ಷಗಳಿಂದ ಮಹಿಳೆಯರ ಸರ್ವತೋಮುಖ ಅಭಿವೃದ್ಧಿಗಾಗಿ ಶ್ರಮಿಸುತ್ತಿರುವ ಅರ್ಹ ಸಂಸ್ಥೆ ಹಾಗೂ ವ್ಯಕ್ತಿಗಳನ್ನೊಳಗೊಂಡಂತೆ ಕ್ರೀಡೆ, ಕಲೆ, ಸಾಹಿತ್ಯ ಹಾಗೂ ಶಿಕ್ಷಣ ಕ್ಷೇತ್ರಗಳಲ್ಲಿ ಅತ್ಯುತ್ತಮ ಸಾಧನೆ ಮಾಡಿರುವ ಮಹಿಳೆಯರಿಗೆ ಕಿತ್ತೂರುರಾಣಿ ಚೆನ್ನಮ್ಮ ಪ್ರಶಸ್ತಿ ಹಾಗೂ ಕ್ಲಿಷ್ಟಕರ ಪರಿಸ್ಥಿತಿಯಲ್ಲಿ ಆತ್ಮಸ್ಥೈರ್ಯದಿಂದ ಹೋರಾಡಿ ಜೀವಹಾನಿಯಿಂದ ಪಾರು ಮಾಡಿದಂತಹ ಮಹಿಳೆಗೆ ವೀರ ಮಹಿಳೆ ಪ್ರಶಸ್ತಿ ನೀಡಲು ಅರ್ಹರಿಂದ ಅರ್ಜಿ ಆಹ್ವಾನಿಸಲಾಗಿದೆ. ನಿಗದಿತ ಅರ್ಜಿ ನಮೂನೆಯನ್ನು ಉಪನಿರ್ದೇಶಕರು, ಮಹಿಳಾ ಮತ್ತು ಮಕ್ಕಳ ಅಭಿವೃದ್ಧಿ ಇಲಾಖೆ, ಜಿಲ್ಲಾ ಬಾಲಭವನ ಆವರಣ, ಎಂ.ಜಿ.ರಸ್ತೆ, ತುಮಕೂರು ಇವರ ಕಚೇರಿಯಿಂದ ಪಡೆದು ಭರ್ತಿ ಮಾಡಿದ ಅರ್ಜಿಯನ್ನು ಪೂರಕ ದಾಖಲಾತಿಗಳೊಂದಿಗೆ ಡಿಸೆಂಬರ್ 24ರೊಳಗಾಗಿ ನೇರವಾಗಿ ಸಲ್ಲಿಸಬೇಕು. ಹೆಚ್ಚಿನ ಮಾಹಿತಿಗಾಗಿ ದೂರವಾಣಿ ಸಂಖ್ಯೆ 0816-2956624ನ್ನು ಸಂಪರ್ಕಿಸಬಹುದಾಗಿದೆ ಎಂದು ಇಲಾಖೆಯ ಉಪನಿರ್ದೇಶಕ ಡಾ. ಸಿದ್ದರಾಮಣ್ಣ ಪ್ರಕಟಣೆಯಲ್ಲಿ ತಿಳಿಸಿದ್ದಾರೆ. [791,1304,1491,1441]
chart-cell [137,1051,188,1085]
yama-label: ಯಮಗಂಡಕಾಲ [87,856,184,873]
story3-headline: ಧರ್ಮಸ್ಥಳ ಸಂಸ್ಥೆಯಿಂದ ಹಣ್ಣಿನ ಗಿಡಗಳ ನಾಟಿ [900,768,1375,806]
story1-col2: ರೊಂದಿಗೆ ಸ್ನೇಹ, ವಿಶ್ವಾಸ ಮತ್ತು ಉತ್ತಮ ಸಂಪರ್ಕ ಬೆಳೆಸಿಕೊಂಡರೆ ಜೀವನದಲ್ಲಿ ಮತ್ತಷ್ಟು ಉದ್ಯಮದಲ್ಲಿ ಎದುರಾಗುವ ಯಾವುದೇ ಸ್ಪರ್ಧೆ, ಅಡ್ಡಿಆತಂಕ ಎದುರಿಸಿ ಗುರಿ ಮುಟ್ಟಬಹುದು. ಯಶಸ್ಸುಗಳಿಸ ಬಹುದು. ಪ್ರತಿಯೊಬ್ಬ ವಿದ್ಯಾರ್ಥಿಯೂ ಯಶಸ್ವಿ ವ್ಯಕ್ತಿಗೆ ಉದ್ಯಮ ಹಿಂದೆ ವಿಶ್ವಾಸ ಪಾತ್ರ ಬಹಳವಾಗಿದೆ ಎಂದರು. ಕಾರ್ಯಕ್ರಮದ ಅಧ್ಯಕ್ಷತೆಯನ್ನು ಶ್ರೀದೇವಿ ಚಾರಿಟಬಲ್ ಟ್ರಸ್ಟ್‌ನ ಅಧ್ಯಕ್ಷರಾದ ಡಾ.ಎಂ.ಆರ್.ಹುಲಿನಾಯ್ಕರ್‌ರವರು ವಹಿಸಿ ಮಾತನಾಡುತ್ತಾ ಭಾರತದಲ್ಲಿ ಇಂಜಿನಿಯರಿಂಗ್ ಕ್ಷೇತ್ರದಲ್ಲಿ ಬೇಕಾದಷ್ಟು ಅವಕಾಶಗಳಿವೆ. ಪ್ರಾಮಾಣಿಕತೆ, ಸರಳಜೀವನ ಉದಾತ್ತ [556,485,777,744]
kala-table [86,823,289,889]
